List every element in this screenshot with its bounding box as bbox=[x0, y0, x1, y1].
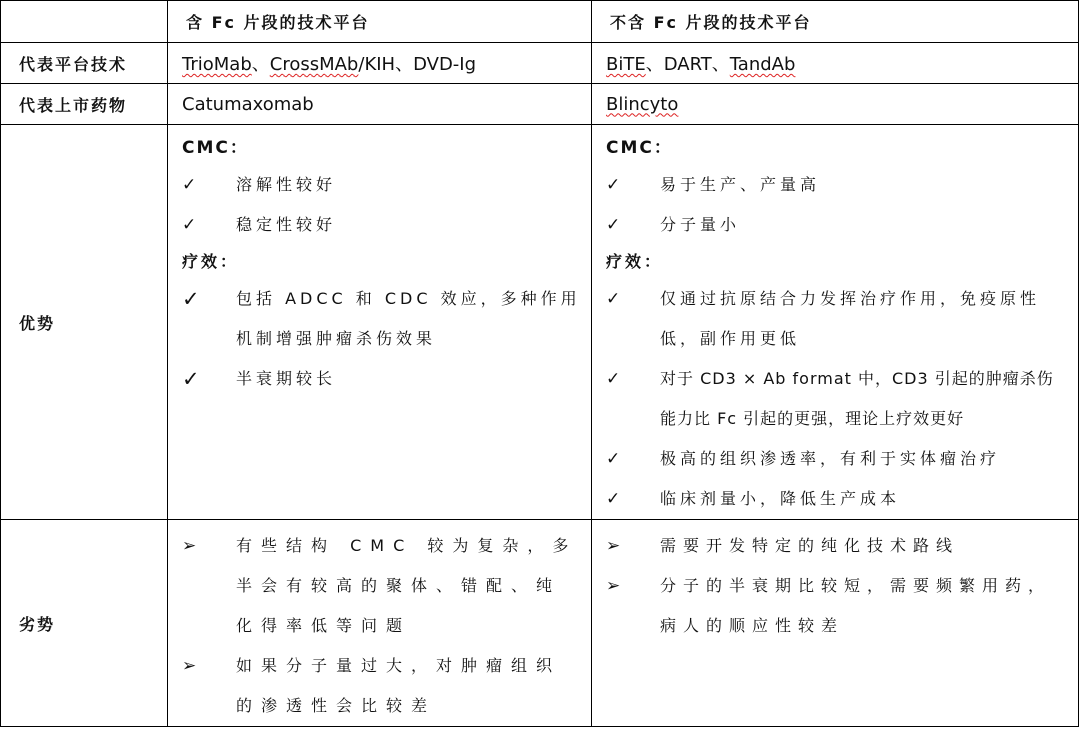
drug-label: 代表上市药物 bbox=[1, 84, 168, 125]
list-item bbox=[182, 526, 581, 646]
list-item bbox=[182, 359, 581, 399]
advantages-fc-cell bbox=[168, 125, 592, 520]
list-item bbox=[182, 205, 581, 245]
disadvantages-nofc-cell bbox=[592, 520, 1079, 727]
adv-nofc-efficacy-item: 临床剂量小，降低生产成本 bbox=[660, 489, 901, 508]
arrowhead-bullet-icon: ➢ bbox=[182, 536, 197, 556]
list-item bbox=[606, 439, 1068, 479]
arrowhead-bullet-icon: ➢ bbox=[606, 576, 621, 596]
checkmark-icon: ✓ bbox=[606, 175, 621, 195]
adv-fc-efficacy-title: 疗效： bbox=[182, 252, 240, 271]
checkmark-icon: ✓ bbox=[606, 289, 621, 309]
adv-nofc-cmc-title: CMC： bbox=[606, 138, 673, 158]
disadvantages-fc-cell bbox=[168, 520, 592, 727]
advantages-row bbox=[1, 125, 1079, 520]
arrowhead-bullet-icon: ➢ bbox=[606, 536, 621, 556]
disadvantages-label: 劣势 bbox=[1, 520, 168, 727]
platform-row bbox=[1, 43, 1079, 84]
list-item bbox=[606, 566, 1068, 646]
adv-nofc-efficacy-item: 极高的组织渗透率，有利于实体瘤治疗 bbox=[660, 449, 1001, 468]
disadvantages-row bbox=[1, 520, 1079, 727]
drug-fc: Catumaxomab bbox=[168, 84, 592, 125]
platform-fc-sep: 、 bbox=[251, 54, 270, 75]
adv-fc-cmc-item: 溶解性较好 bbox=[236, 175, 337, 194]
adv-fc-cmc-item: 稳定性较好 bbox=[236, 215, 337, 234]
header-row bbox=[1, 1, 1079, 43]
list-item bbox=[606, 526, 1068, 566]
drug-nofc-cell bbox=[592, 84, 1079, 125]
platform-fc-triomab: TrioMab bbox=[182, 54, 252, 75]
list-item bbox=[606, 279, 1068, 359]
platform-fc-rest: /KIH、DVD-Ig bbox=[358, 54, 477, 75]
platform-nofc-bite: BiTE bbox=[606, 54, 646, 75]
checkmark-icon: ✓ bbox=[182, 287, 200, 311]
platform-nofc-dart: 、DART、 bbox=[645, 54, 730, 75]
adv-nofc-efficacy-title: 疗效： bbox=[606, 252, 664, 271]
header-empty-cell bbox=[1, 1, 168, 43]
dis-fc-item: 如果分子量过大，对肿瘤组织的渗透性会比较差 bbox=[236, 656, 562, 715]
list-item bbox=[606, 205, 1068, 245]
dis-nofc-item: 分子的半衰期比较短，需要频繁用药，病人的顺应性较差 bbox=[660, 576, 1052, 635]
header-nofc-platform: 不含 Fc 片段的技术平台 bbox=[592, 1, 1079, 43]
adv-nofc-cmc-item: 分子量小 bbox=[660, 215, 741, 234]
checkmark-icon: ✓ bbox=[606, 215, 621, 235]
adv-fc-efficacy-item: 包括 ADCC 和 CDC 效应，多种作用机制增强肿瘤杀伤效果 bbox=[236, 289, 581, 348]
advantages-nofc-cell bbox=[592, 125, 1079, 520]
dis-nofc-item: 需要开发特定的纯化技术路线 bbox=[660, 536, 960, 555]
advantages-label: 优势 bbox=[1, 125, 168, 520]
platform-nofc-tandab: TandAb bbox=[729, 54, 796, 75]
adv-nofc-efficacy-item: 对于 CD3 × Ab format 中，CD3 引起的肿瘤杀伤能力比 Fc 引起的更强，理论上疗效更好 bbox=[660, 369, 1054, 428]
platform-fc-cell bbox=[168, 43, 592, 84]
list-item bbox=[182, 646, 581, 726]
platform-nofc-cell bbox=[592, 43, 1079, 84]
checkmark-icon: ✓ bbox=[606, 449, 621, 469]
header-fc-platform: 含 Fc 片段的技术平台 bbox=[168, 1, 592, 43]
checkmark-icon: ✓ bbox=[182, 175, 197, 195]
drug-nofc: Blincyto bbox=[606, 93, 679, 115]
arrowhead-bullet-icon: ➢ bbox=[182, 656, 197, 676]
list-item bbox=[182, 165, 581, 205]
list-item bbox=[606, 479, 1068, 519]
dis-fc-item: 有些结构 CMC 较为复杂，多半会有较高的聚体、错配、纯化得率低等问题 bbox=[236, 536, 578, 635]
checkmark-icon: ✓ bbox=[606, 369, 621, 389]
checkmark-icon: ✓ bbox=[182, 367, 200, 391]
platform-label: 代表平台技术 bbox=[1, 43, 168, 84]
adv-fc-efficacy-item: 半衰期较长 bbox=[236, 369, 337, 388]
list-item bbox=[606, 359, 1068, 439]
checkmark-icon: ✓ bbox=[606, 489, 621, 509]
adv-nofc-efficacy-item: 仅通过抗原结合力发挥治疗作用，免疫原性低，副作用更低 bbox=[660, 289, 1041, 348]
checkmark-icon: ✓ bbox=[182, 215, 197, 235]
adv-fc-cmc-title: CMC： bbox=[182, 138, 249, 158]
drug-row bbox=[1, 84, 1079, 125]
platform-fc-crossmab: CrossMAb bbox=[269, 54, 359, 75]
adv-nofc-cmc-item: 易于生产、产量高 bbox=[660, 175, 821, 194]
list-item bbox=[182, 279, 581, 359]
list-item bbox=[606, 165, 1068, 205]
